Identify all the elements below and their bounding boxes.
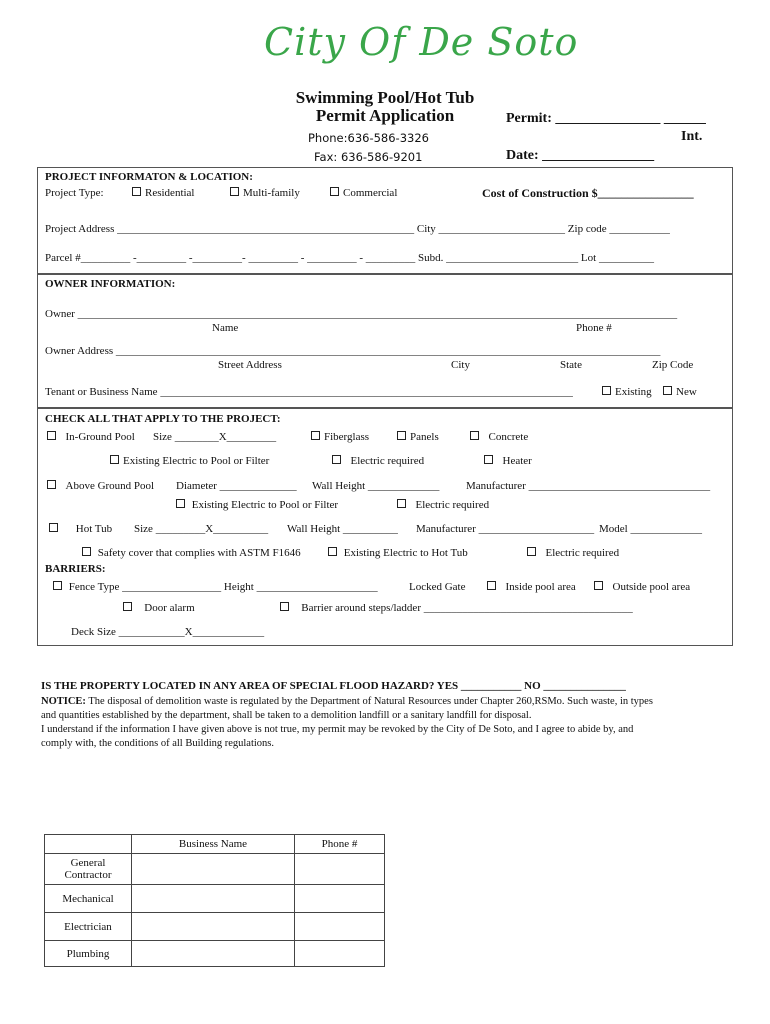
barriers-heading: BARRIERS:	[45, 563, 106, 575]
notice-line-1	[41, 696, 653, 707]
concrete-label: Concrete	[488, 431, 529, 443]
date-field[interactable]: Date: ________________	[506, 148, 655, 163]
checkbox-icon	[132, 187, 141, 196]
electric-required-label: Electric required	[350, 455, 425, 467]
fence-type-checkbox[interactable]	[53, 581, 378, 593]
concrete-checkbox[interactable]	[470, 431, 528, 443]
table-row	[45, 854, 385, 885]
checkbox-icon	[47, 480, 56, 489]
checkbox-icon	[82, 547, 91, 556]
outside-pool-label: Outside pool area	[612, 581, 691, 593]
checkbox-icon	[328, 547, 337, 556]
residential-checkbox[interactable]	[132, 187, 195, 199]
checkbox-icon	[49, 523, 58, 532]
above-ground-pool-checkbox[interactable]	[47, 480, 154, 492]
barrier-steps-checkbox[interactable]	[280, 602, 633, 614]
manufacturer-pool-field[interactable]: Manufacturer _________________________________	[466, 480, 711, 492]
owner-heading: OWNER INFORMATION:	[45, 278, 176, 290]
checkbox-icon	[397, 431, 406, 440]
multifamily-checkbox[interactable]	[230, 187, 300, 199]
city-caption: City	[451, 359, 470, 371]
name-caption: Name	[212, 322, 239, 334]
parcel-field[interactable]: Parcel #_________ -_________ -_________- _________ - _________ - _________ Subd. ________________________ Lot __________	[45, 252, 654, 264]
inside-pool-checkbox[interactable]	[487, 581, 576, 593]
checkbox-icon	[330, 187, 339, 196]
phone-cell[interactable]	[295, 854, 385, 885]
existing-label: Existing	[615, 386, 652, 398]
inground-label: In-Ground Pool	[65, 431, 135, 443]
hot-tub-label: Hot Tub	[75, 523, 113, 535]
phone-cell[interactable]	[295, 913, 385, 941]
understand-line-1: I understand if the information I have given above is not true, my permit may be revoked by the City of De Soto, and I agree to abide by, and	[41, 724, 634, 735]
owner-field[interactable]: Owner _____________________________________________________________________________________________________________	[45, 308, 678, 320]
fence-type-label: Fence Type __________________ Height ______________________	[68, 581, 378, 593]
city-logo: City Of De Soto	[264, 20, 579, 64]
checkbox-icon	[470, 431, 479, 440]
manufacturer-tub-field[interactable]: Manufacturer _____________________	[416, 523, 595, 535]
door-alarm-label: Door alarm	[144, 602, 195, 614]
checkbox-icon	[123, 602, 132, 611]
notice-text: The disposal of demolition waste is regulated by the Department of Natural Resources under Chapter 260,RSMo. Such waste, in types	[85, 696, 653, 707]
new-label: New	[676, 386, 697, 398]
table-row	[45, 885, 385, 913]
business-name-cell[interactable]	[132, 913, 295, 941]
form-subtitle: Permit Application	[315, 106, 455, 125]
existing-electric-tub-checkbox[interactable]	[328, 547, 468, 559]
phone-cell[interactable]	[295, 941, 385, 967]
checkbox-icon	[47, 431, 56, 440]
electric-required-3-checkbox[interactable]	[527, 547, 619, 559]
state-caption: State	[560, 359, 582, 371]
panels-label: Panels	[410, 431, 439, 443]
hot-tub-checkbox[interactable]	[49, 523, 112, 535]
checkbox-icon	[53, 581, 62, 590]
model-field[interactable]: Model _____________	[599, 523, 702, 535]
door-alarm-checkbox[interactable]	[123, 602, 195, 614]
checkbox-icon	[602, 386, 611, 395]
residential-label: Residential	[145, 187, 195, 199]
outside-pool-checkbox[interactable]	[594, 581, 690, 593]
table-header-phone: Phone #	[295, 835, 385, 854]
wall-height-tub-field[interactable]: Wall Height __________	[287, 523, 398, 535]
cost-of-construction-field[interactable]: Cost of Construction $________________	[482, 186, 694, 200]
understand-line-2: comply with, the conditions of all Building regulations.	[41, 738, 275, 749]
project-type-label: Project Type:	[45, 187, 104, 199]
existing-electric-pool-2-label: Existing Electric to Pool or Filter	[191, 499, 339, 511]
commercial-checkbox[interactable]	[330, 187, 397, 199]
above-ground-label: Above Ground Pool	[65, 480, 155, 492]
phone-caption: Phone #	[576, 322, 612, 334]
business-name-cell[interactable]	[132, 854, 295, 885]
existing-electric-pool-checkbox[interactable]	[110, 455, 269, 467]
multifamily-label: Multi-family	[243, 187, 300, 199]
business-name-cell[interactable]	[132, 885, 295, 913]
checkbox-icon	[487, 581, 496, 590]
electric-required-2-label: Electric required	[415, 499, 490, 511]
tenant-field[interactable]: Tenant or Business Name ___________________________________________________________________________	[45, 386, 573, 398]
flood-hazard-question[interactable]: IS THE PROPERTY LOCATED IN ANY AREA OF SPECIAL FLOOD HAZARD? YES ___________ NO _______________	[41, 680, 626, 692]
safety-cover-label: Safety cover that complies with ASTM F1646	[97, 547, 301, 559]
table-header-business-name: Business Name	[132, 835, 295, 854]
table-row	[45, 913, 385, 941]
row-label-electrician: Electrician	[45, 913, 132, 941]
zip-caption: Zip Code	[652, 359, 694, 371]
business-name-cell[interactable]	[132, 941, 295, 967]
electric-required-pool-checkbox[interactable]	[332, 455, 424, 467]
existing-electric-tub-label: Existing Electric to Hot Tub	[343, 547, 468, 559]
electric-required-2-checkbox[interactable]	[397, 499, 489, 511]
phone-cell[interactable]	[295, 885, 385, 913]
wall-height-pool-field[interactable]: Wall Height _____________	[312, 480, 440, 492]
existing-electric-pool-2-checkbox[interactable]	[176, 499, 338, 511]
permit-field[interactable]: Permit: _______________ ______	[506, 111, 706, 126]
fiberglass-label: Fiberglass	[324, 431, 370, 443]
checkbox-icon	[311, 431, 320, 440]
heater-label: Heater	[502, 455, 532, 467]
safety-cover-checkbox[interactable]	[82, 547, 301, 559]
checkbox-icon	[230, 187, 239, 196]
owner-address-field[interactable]: Owner Address ___________________________________________________________________________________________________	[45, 345, 661, 357]
int-label: Int.	[681, 129, 703, 144]
notice-line-2: and quantities established by the department, shall be taken to a demolition landfill or a sanitary landfill for disposal.	[41, 710, 532, 721]
notice-label: NOTICE:	[41, 696, 86, 707]
locked-gate-label: Locked Gate	[409, 581, 466, 593]
checkbox-icon	[397, 499, 406, 508]
contractor-table	[44, 834, 385, 967]
inground-pool-checkbox[interactable]	[47, 431, 135, 443]
inside-pool-label: Inside pool area	[505, 581, 576, 593]
checkbox-icon	[484, 455, 493, 464]
electric-required-3-label: Electric required	[545, 547, 620, 559]
table-row	[45, 941, 385, 967]
phone-number: Phone:636-586-3326	[308, 131, 429, 145]
inground-size-field[interactable]: Size ________X_________	[153, 431, 277, 443]
project-heading: PROJECT INFORMATON & LOCATION:	[45, 171, 253, 183]
checkbox-icon	[110, 455, 119, 464]
table-header-empty	[45, 835, 132, 854]
checkbox-icon	[527, 547, 536, 556]
fax-number: Fax: 636-586-9201	[314, 150, 423, 164]
checkbox-icon	[594, 581, 603, 590]
checkbox-icon	[176, 499, 185, 508]
checkbox-icon	[280, 602, 289, 611]
checkbox-icon	[332, 455, 341, 464]
commercial-label: Commercial	[343, 187, 398, 199]
checklist-heading: CHECK ALL THAT APPLY TO THE PROJECT:	[45, 413, 281, 425]
fiberglass-checkbox[interactable]	[311, 431, 369, 443]
row-label-plumbing: Plumbing	[45, 941, 132, 967]
row-label-mechanical: Mechanical	[45, 885, 132, 913]
hot-tub-size-field[interactable]: Size _________X__________	[134, 523, 269, 535]
deck-size-field[interactable]: Deck Size ____________X_____________	[71, 626, 265, 638]
existing-checkbox[interactable]	[602, 386, 652, 398]
heater-checkbox[interactable]	[484, 455, 532, 467]
new-checkbox[interactable]	[663, 386, 697, 398]
form-title: Swimming Pool/Hot Tub	[295, 88, 475, 107]
street-caption: Street Address	[218, 359, 282, 371]
diameter-field[interactable]: Diameter ______________	[176, 480, 297, 492]
panels-checkbox[interactable]	[397, 431, 439, 443]
row-label-general-contractor: General Contractor	[45, 854, 132, 885]
checkbox-icon	[663, 386, 672, 395]
barrier-steps-label: Barrier around steps/ladder ______________________________________	[301, 602, 633, 614]
project-address-field[interactable]: Project Address ______________________________________________________ City _______________________ Zip code ___________	[45, 223, 670, 235]
existing-electric-pool-label: Existing Electric to Pool or Filter	[123, 455, 270, 467]
